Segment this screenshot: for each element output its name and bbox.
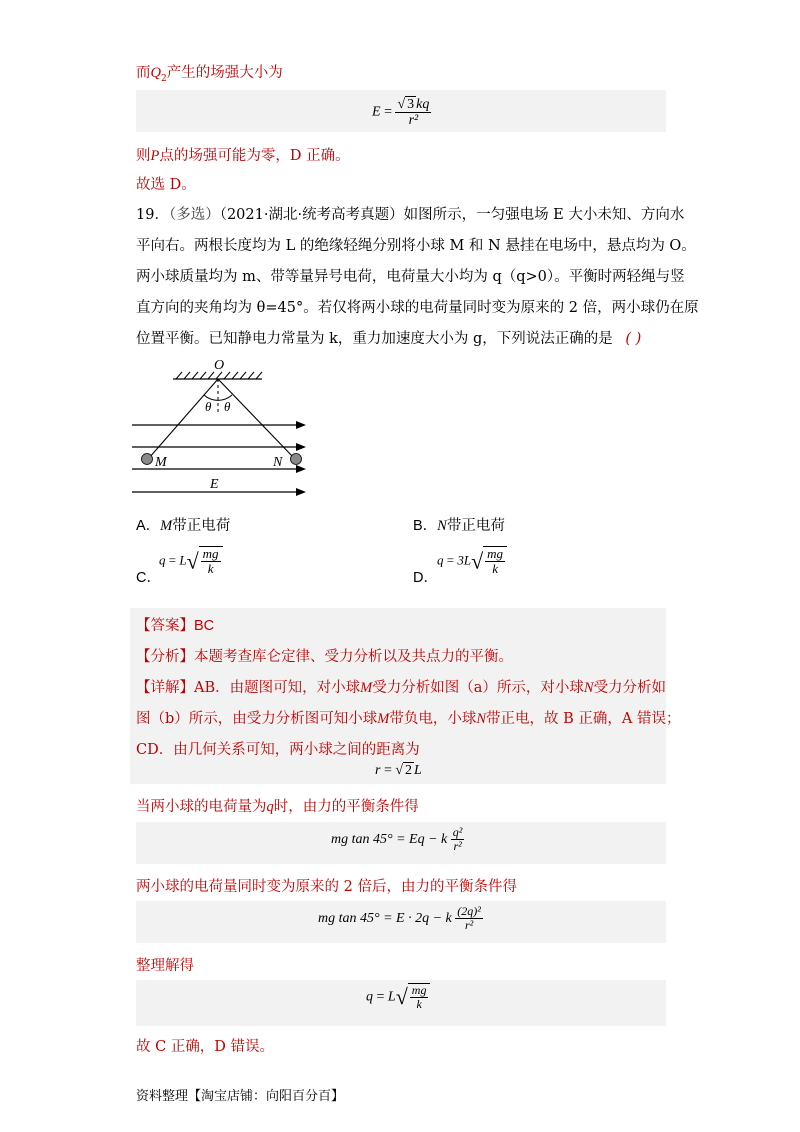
equation-1-box bbox=[136, 822, 666, 864]
option-b bbox=[413, 514, 505, 535]
answer-blank: ( ) bbox=[625, 331, 642, 347]
equation-3-eq: = bbox=[376, 989, 385, 1005]
option-a bbox=[136, 514, 230, 535]
detail-line-2-a: 图（b）所示，由受力分析图可知小球 bbox=[136, 711, 378, 727]
distance-formula: r = √ 2 L bbox=[375, 763, 422, 778]
question-line-2: 平向右。两根长度均为 L 的绝缘轻绳分别将小球 M 和 N 悬挂在电场中，悬点均为 O。 bbox=[136, 238, 696, 254]
equilibrium-line-1-pre: 当两小球的电荷量为 bbox=[136, 799, 267, 815]
analysis-line bbox=[136, 645, 513, 666]
label-theta-left: θ bbox=[205, 399, 212, 414]
prev-line-2 bbox=[136, 144, 350, 165]
option-c-eq: = bbox=[168, 552, 177, 568]
final-conclusion: 故 C 正确，D 错误。 bbox=[136, 1039, 275, 1055]
question-line-5 bbox=[136, 327, 641, 348]
detail-line-2-c: 带正电，故 B 正确，A 错误； bbox=[486, 711, 681, 727]
detail-line-2-m: M bbox=[377, 711, 390, 727]
question-number: 19． bbox=[136, 207, 169, 223]
option-d bbox=[413, 544, 504, 586]
question-line-1-text: 如图所示，一匀强电场 E 大小未知、方向水 bbox=[403, 207, 685, 223]
option-c-coef: L bbox=[179, 552, 187, 568]
footer-text: 资料整理【淘宝店铺：向阳百分百】 bbox=[136, 1089, 345, 1104]
prev-line-1-var: Q bbox=[150, 65, 161, 81]
equilibrium-line-1 bbox=[136, 795, 419, 816]
analysis-text: 本题考查库仑定律、受力分析以及共点力的平衡。 bbox=[194, 649, 513, 665]
answer-value: BC bbox=[194, 618, 215, 634]
answer-tag: 【答案】 bbox=[136, 618, 194, 634]
prev-line-1 bbox=[136, 61, 283, 84]
prev-formula-num-tail: kq bbox=[416, 97, 430, 112]
option-d-formula bbox=[437, 546, 507, 577]
equation-1-fraction bbox=[451, 826, 465, 853]
option-b-var: N bbox=[437, 518, 447, 534]
answer-line bbox=[136, 614, 214, 635]
solve-line: 整理解得 bbox=[136, 958, 194, 974]
equation-2-num: (2q)² bbox=[457, 904, 481, 918]
prev-line-2-pre: 则 bbox=[136, 148, 151, 164]
equation-2-fraction bbox=[455, 905, 483, 932]
detail-line-2-b: 带负电，小球 bbox=[389, 711, 477, 727]
label-n: N bbox=[273, 455, 283, 470]
option-d-num: mg bbox=[487, 546, 504, 561]
prev-formula-eq: = bbox=[384, 104, 392, 120]
prev-formula-lhs: E bbox=[372, 104, 381, 120]
distance-eq: = bbox=[383, 763, 392, 778]
detail-line-3: CD．由几何关系可知，两小球之间的距离为 bbox=[136, 742, 420, 758]
option-c-formula bbox=[159, 546, 223, 577]
option-c bbox=[136, 544, 219, 586]
label-m: M bbox=[155, 455, 167, 470]
detail-line-2-n: N bbox=[476, 711, 487, 727]
option-b-label: B． bbox=[413, 518, 438, 534]
string-n bbox=[218, 379, 294, 458]
analysis-tag: 【分析】 bbox=[136, 649, 194, 665]
detail-tag: 【详解】 bbox=[136, 680, 194, 696]
equation-1 bbox=[331, 826, 464, 853]
question-line-1 bbox=[136, 203, 684, 224]
prev-line-2-post: 点的场强可能为零，D 正确。 bbox=[159, 148, 350, 164]
option-b-text: 带正电荷 bbox=[446, 518, 505, 534]
equation-2-mid: = E · 2q − k bbox=[383, 910, 452, 926]
option-d-sqrt: √ $\frac{mg}{k}$ bbox=[471, 546, 507, 577]
question-line-3: 两小球质量均为 m、带等量异号电荷，电荷量大小均为 q（q>0）。平衡时两轻绳与竖 bbox=[136, 269, 685, 285]
prev-formula-den: r² bbox=[408, 113, 419, 129]
option-d-lhs: q bbox=[437, 552, 444, 568]
option-c-label: C． bbox=[136, 570, 161, 586]
equilibrium-line-2: 两小球的电荷量同时变为原来的 2 倍后，由力的平衡条件得 bbox=[136, 879, 517, 895]
detail-line-1-n: N bbox=[583, 680, 594, 696]
distance-lhs: r bbox=[375, 763, 381, 778]
prev-formula-fraction: $\frac{√ 3 kq}{\text{r²}}$ bbox=[397, 97, 430, 129]
detail-line-2 bbox=[136, 707, 681, 728]
option-a-label: A． bbox=[136, 518, 161, 534]
question-source: （2021·湖北·统考高考真题） bbox=[219, 207, 404, 223]
prev-line-1-sub: 2 bbox=[160, 73, 167, 84]
equation-1-mid: = Eq − k bbox=[396, 831, 448, 847]
label-e: E bbox=[210, 477, 219, 492]
equation-3-lhs: q bbox=[366, 989, 373, 1005]
prev-formula bbox=[372, 96, 431, 129]
string-m bbox=[149, 379, 218, 458]
option-d-den: k bbox=[492, 561, 498, 577]
label-o: O bbox=[214, 358, 225, 373]
equation-2-box bbox=[136, 901, 666, 943]
option-a-text: 带正电荷 bbox=[172, 518, 231, 534]
prev-formula-radicand: 3 bbox=[407, 97, 415, 112]
equation-2-den: r² bbox=[464, 918, 474, 933]
detail-line-1-c: 受力分析如 bbox=[593, 680, 667, 696]
equation-1-den: r² bbox=[453, 839, 462, 854]
option-c-den: k bbox=[207, 561, 214, 577]
equation-2 bbox=[318, 905, 483, 932]
question-line-5-text: 位置平衡。已知静电力常量为 k，重力加速度大小为 g，下列说法正确的是 bbox=[136, 331, 613, 347]
pendulum-field-figure bbox=[130, 355, 320, 505]
prev-line-1-pre: 而 bbox=[136, 65, 151, 81]
option-c-sqrt: √ $\frac{mg}{k}$ bbox=[187, 546, 223, 577]
distance-tail: L bbox=[414, 763, 422, 778]
equation-1-num: q² bbox=[452, 825, 463, 839]
option-c-num: mg bbox=[202, 546, 219, 561]
equation-3-coef: L bbox=[387, 989, 396, 1005]
option-d-label: D． bbox=[413, 570, 438, 586]
detail-line-1-m: M bbox=[360, 680, 373, 696]
equilibrium-line-1-post: 时，由力的平衡条件得 bbox=[273, 799, 419, 815]
ceiling-hatching bbox=[176, 372, 262, 379]
equation-3 bbox=[366, 983, 430, 1011]
option-d-coef: 3L bbox=[457, 552, 472, 568]
equation-1-left: mg tan 45° bbox=[331, 831, 393, 847]
equilibrium-line-1-var: q bbox=[266, 799, 274, 815]
distance-radicand: 2 bbox=[405, 763, 413, 778]
option-d-eq: = bbox=[446, 552, 455, 568]
equation-3-sqrt: √ $\frac{mg}{k}$ bbox=[396, 983, 431, 1011]
prev-line-2-var: P bbox=[150, 148, 160, 164]
question-type: （多选） bbox=[168, 207, 220, 223]
equation-3-den: k bbox=[416, 997, 422, 1012]
equation-3-box bbox=[136, 980, 666, 1026]
label-theta-right: θ bbox=[224, 399, 231, 414]
prev-formula-box bbox=[136, 90, 666, 132]
detail-line-1 bbox=[136, 676, 666, 697]
equation-2-left: mg tan 45° bbox=[318, 910, 380, 926]
question-line-4: 直方向的夹角均为 θ=45°。若仅将两小球的电荷量同时变为原来的 2 倍，两小球仍在原 bbox=[136, 300, 699, 316]
ball-n bbox=[291, 454, 302, 465]
equation-3-num: mg bbox=[411, 983, 427, 997]
option-a-var: M bbox=[160, 518, 173, 534]
detail-line-1-a: AB．由题图可知，对小球 bbox=[194, 680, 361, 696]
option-c-lhs: q bbox=[159, 552, 166, 568]
detail-line-1-b: 受力分析如图（a）所示，对小球 bbox=[372, 680, 584, 696]
prev-line-3: 故选 D。 bbox=[136, 177, 196, 193]
prev-line-1-post: 产生的场强大小为 bbox=[166, 65, 283, 81]
ball-m bbox=[142, 454, 153, 465]
